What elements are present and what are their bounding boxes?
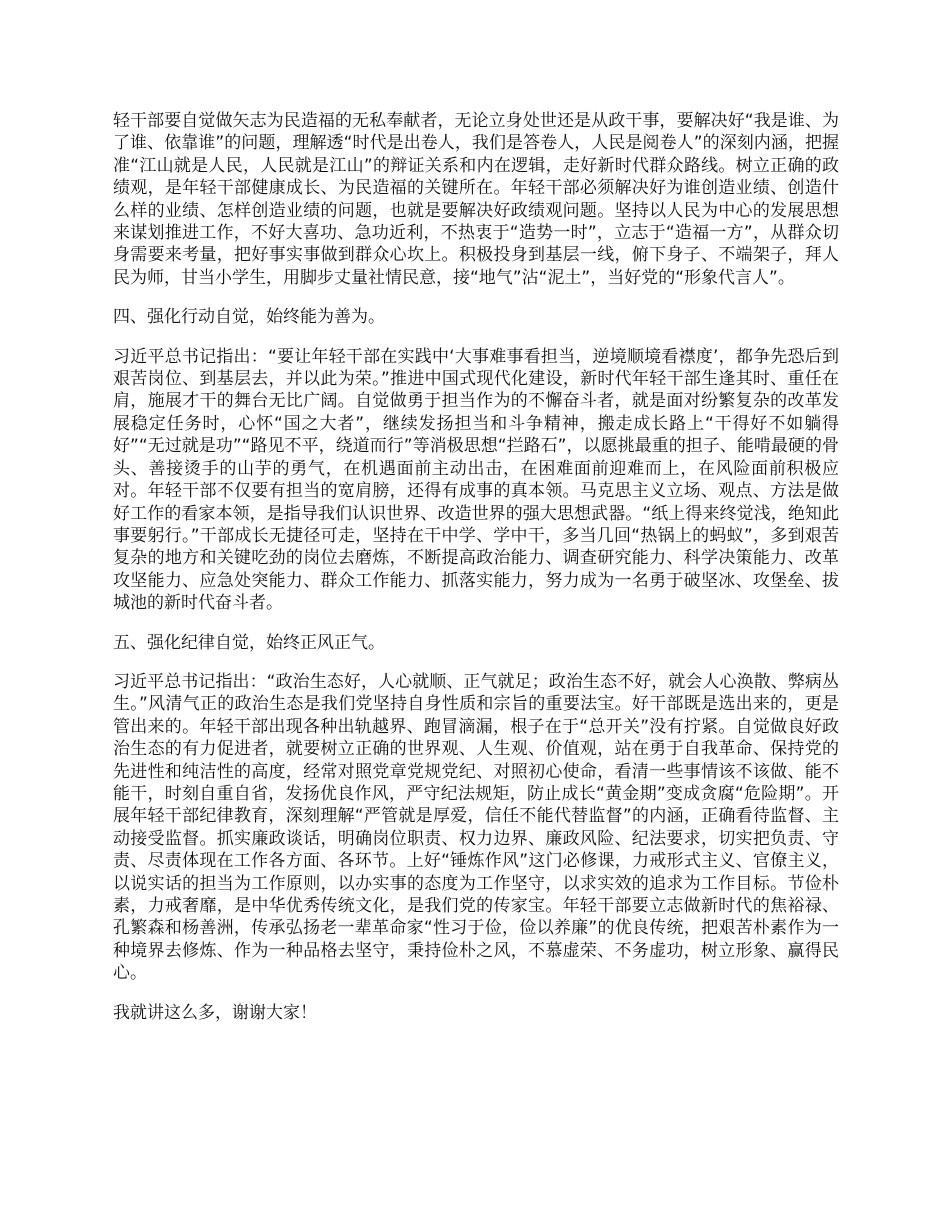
paragraph-action: 习近平总书记指出：“要让年轻干部在实践中‘大事难事看担当，逆境顺境看襟度’，都争先恐后到艰苦岗位、到基层去，并以此为荣。”推进中国式现代化建设，新时代年轻干部生逢其时、重任在肩，施展才干的舞台无比广阔。自觉做勇于担当作为的不懈奋斗者，就是面对纷繁复杂的改革发展稳定任务时，心怀“国之大者”，继续发扬担当和斗争精神，搬走成长路上“干得好不如躺得好”“无过就是功”“路见不平，绕道而行”等消极思想“拦路石”，以愿挑最重的担子、能啃最硬的骨头、善接烫手的山芋的勇气，在机遇面前主动出击，在困难面前迎难而上，在风险面前积极应对。年轻干部不仅要有担当的宽肩膀，还得有成事的真本领。马克思主义立场、观点、方法是做好工作的看家本领，是指导我们认识世界、改造世界的强大思想武器。“纸上得来终觉浅，绝知此事要躬行。”干部成长无捷径可走，坚持在干中学、学中干，多当几回“热锅上的蚂蚁”，多到艰苦复杂的地方和关键吃劲的岗位去磨炼，不断提高政治能力、调查研究能力、科学决策能力、改革攻坚能力、应急处突能力、群众工作能力、抓落实能力，努力成为一名勇于破坚冰、攻堡垒、拔城池的新时代奋斗者。 — [113, 346, 839, 614]
closing-remark: 我就讲这么多，谢谢大家！ — [113, 1002, 317, 1023]
paragraph-discipline: 习近平总书记指出：“政治生态好，人心就顺、正气就足；政治生态不好，就会人心涣散、弊病丛生。”风清气正的政治生态是我们党坚持自身性质和宗旨的重要法宝。好干部既是选出来的，更是管出来的。年轻干部出现各种出轨越界、跑冒滴漏，根子在于“总开关”没有拧紧。自觉做良好政治生态的有力促进者，就要树立正确的世界观、人生观、价值观，站在勇于自我革命、保持党的先进性和纯洁性的高度，经常对照党章党规党纪、对照初心使命，看清一些事情该不该做、能不能干，时刻自重自省，发扬优良作风，严守纪法规矩，防止成长“黄金期”变成贪腐“危险期”。开展年轻干部纪律教育，深刻理解“严管就是厚爱，信任不能代替监督”的内涵，正确看待监督、主动接受监督。抓实廉政谈话，明确岗位职责、权力边界、廉政风险、纪法要求，切实把负责、守责、尽责体现在工作各方面、各环节。上好“锤炼作风”这门必修课，力戒形式主义、官僚主义，以说实话的担当为工作原则，以办实事的态度为工作坚守，以求实效的追求为工作目标。节俭朴素，力戒奢靡，是中华优秀传统文化，是我们党的传家宝。年轻干部要立志做新时代的焦裕禄、孔繁森和杨善洲，传承弘扬老一辈革命家“性习于俭，俭以养廉”的优良传统，把艰苦朴素作为一种境界去修炼、作为一种品格去坚守，秉持俭朴之风，不慕虚荣、不务虚功，树立形象、赢得民心。 — [113, 671, 839, 984]
document-page — [113, 110, 839, 1041]
section-heading-five: 五、强化纪律自觉，始终正风正气。 — [113, 632, 385, 653]
section-heading-four: 四、强化行动自觉，始终能为善为。 — [113, 307, 385, 328]
paragraph-public-service: 轻干部要自觉做矢志为民造福的无私奉献者，无论立身处世还是从政干事，要解决好“我是谁、为了谁、依靠谁”的问题，理解透“时代是出卷人，我们是答卷人，人民是阅卷人”的深刻内涵，把握准“江山就是人民，人民就是江山”的辩证关系和内在逻辑，走好新时代群众路线。树立正确的政绩观，是年轻干部健康成长、为民造福的关键所在。年轻干部必须解决好为谁创造业绩、创造什么样的业绩、怎样创造业绩的问题，也就是要解决好政绩观问题。坚持以人民为中心的发展思想来谋划推进工作，不好大喜功、急功近利，不热衷于“造势一时”，立志于“造福一方”，从群众切身需要来考量，把好事实事做到群众心坎上。积极投身到基层一线，俯下身子、不端架子，拜人民为师，甘当小学生，用脚步丈量社情民意，接“地气”沾“泥土”，当好党的“形象代言人”。 — [113, 111, 839, 288]
